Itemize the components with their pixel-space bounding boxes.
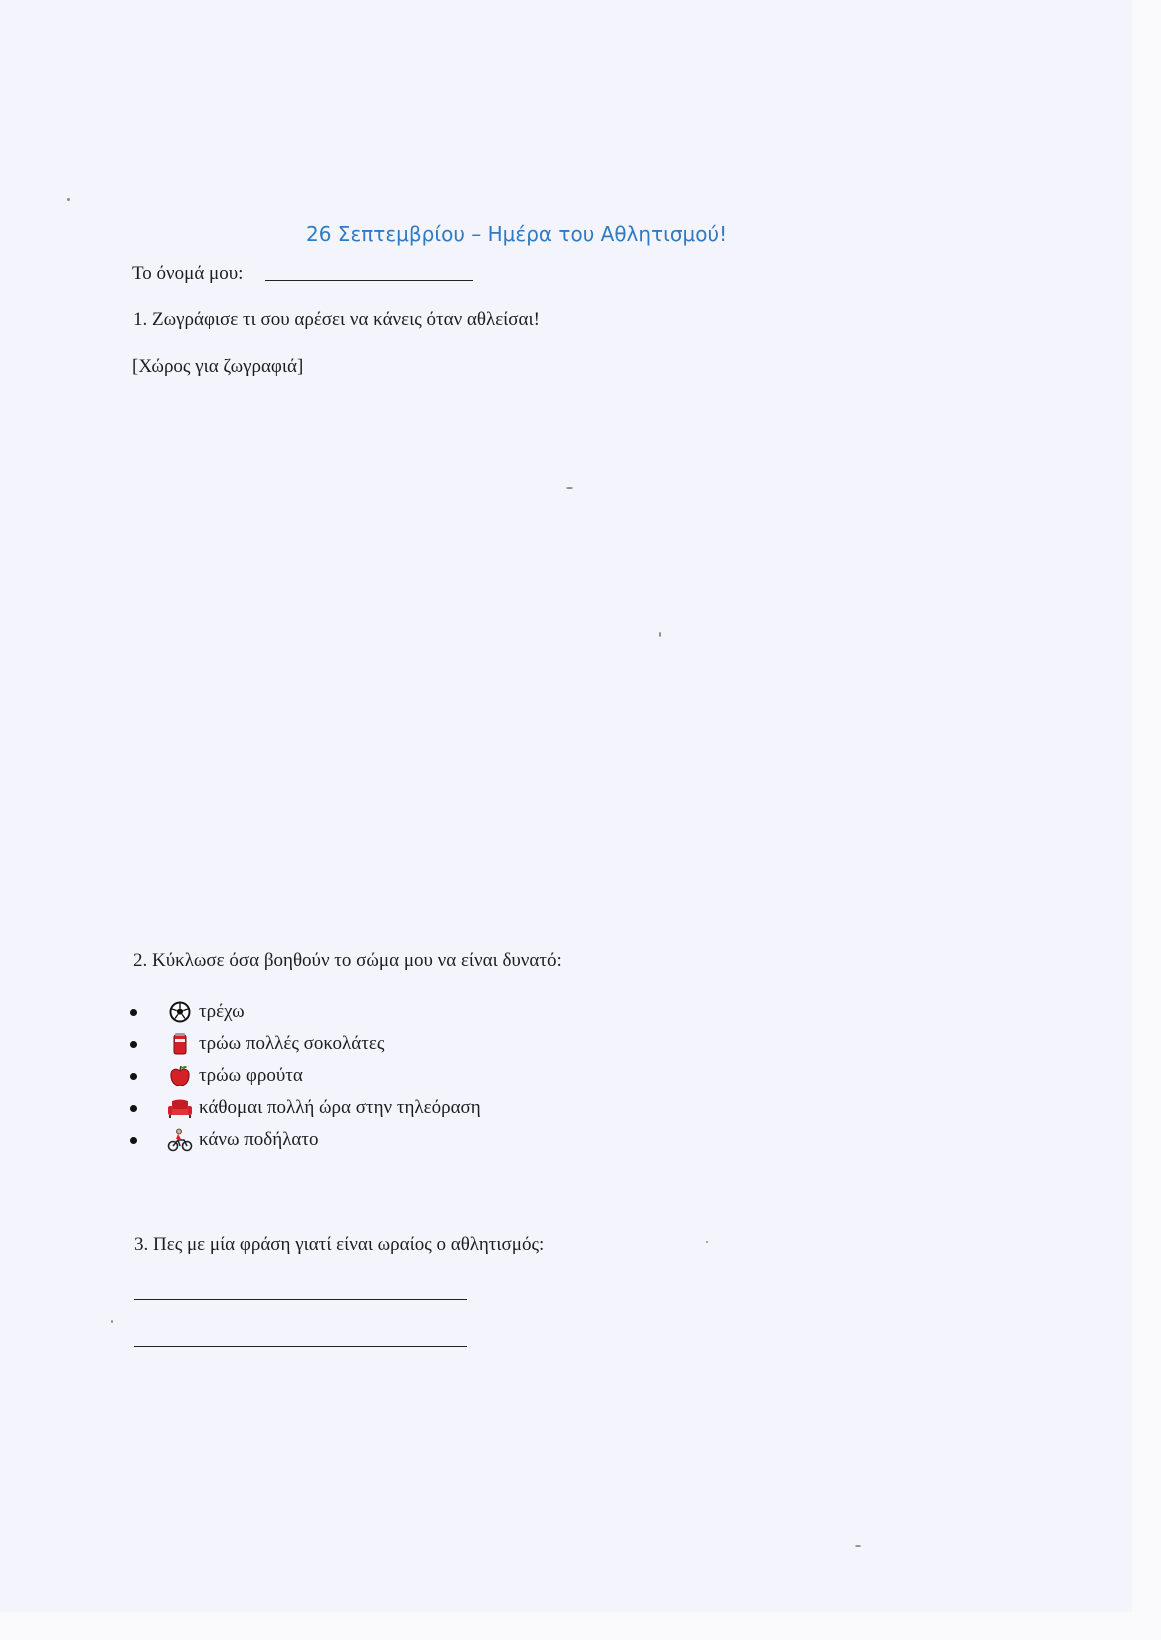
cyclist-icon: [167, 1128, 193, 1152]
option-tv[interactable]: [130, 1092, 481, 1124]
bullet-dot: [130, 1041, 137, 1048]
bullet-dot: [130, 1073, 137, 1080]
name-label: Το όνομά μου:: [132, 263, 244, 284]
soda-can-icon: [167, 1032, 193, 1056]
options-list: [130, 996, 481, 1156]
option-bike[interactable]: [130, 1124, 481, 1156]
paper-speck: [566, 487, 573, 489]
soccer-ball-icon: [167, 1000, 193, 1024]
paper-speck: [659, 632, 661, 637]
question-2: 2. Κύκλωσε όσα βοηθούν το σώμα μου να είναι δυνατό:: [133, 950, 562, 971]
option-chocolates[interactable]: [130, 1028, 481, 1060]
option-label: τρέχω: [199, 1001, 245, 1022]
bullet-dot: [130, 1105, 137, 1112]
name-blank-line[interactable]: [265, 280, 473, 281]
option-label: τρώω φρούτα: [199, 1065, 303, 1086]
scan-edge-right: [1132, 0, 1161, 1640]
paper-speck: [111, 1320, 113, 1323]
worksheet-title: 26 Σεπτεμβρίου – Ημέρα του Αθλητισμού!: [306, 222, 728, 246]
bullet-dot: [130, 1009, 137, 1016]
answer-line-1[interactable]: [134, 1299, 467, 1300]
paper-speck: [855, 1545, 861, 1547]
paper-speck: [706, 1241, 708, 1243]
option-label: κάθομαι πολλή ώρα στην τηλεόραση: [199, 1097, 481, 1118]
option-label: τρώω πολλές σοκολάτες: [199, 1033, 385, 1054]
answer-line-2[interactable]: [134, 1346, 467, 1347]
drawing-space-label: [Χώρος για ζωγραφιά]: [132, 356, 304, 377]
apple-icon: [167, 1064, 193, 1088]
scan-edge-bottom: [0, 1612, 1161, 1640]
paper-speck: [67, 198, 70, 201]
bullet-dot: [130, 1137, 137, 1144]
option-fruits[interactable]: [130, 1060, 481, 1092]
question-3: 3. Πες με μία φράση γιατί είναι ωραίος ο αθλητισμός:: [134, 1234, 545, 1255]
couch-icon: [167, 1096, 193, 1120]
option-run[interactable]: [130, 996, 481, 1028]
option-label: κάνω ποδήλατο: [199, 1129, 319, 1150]
question-1: 1. Ζωγράφισε τι σου αρέσει να κάνεις όταν αθλείσαι!: [133, 309, 540, 330]
